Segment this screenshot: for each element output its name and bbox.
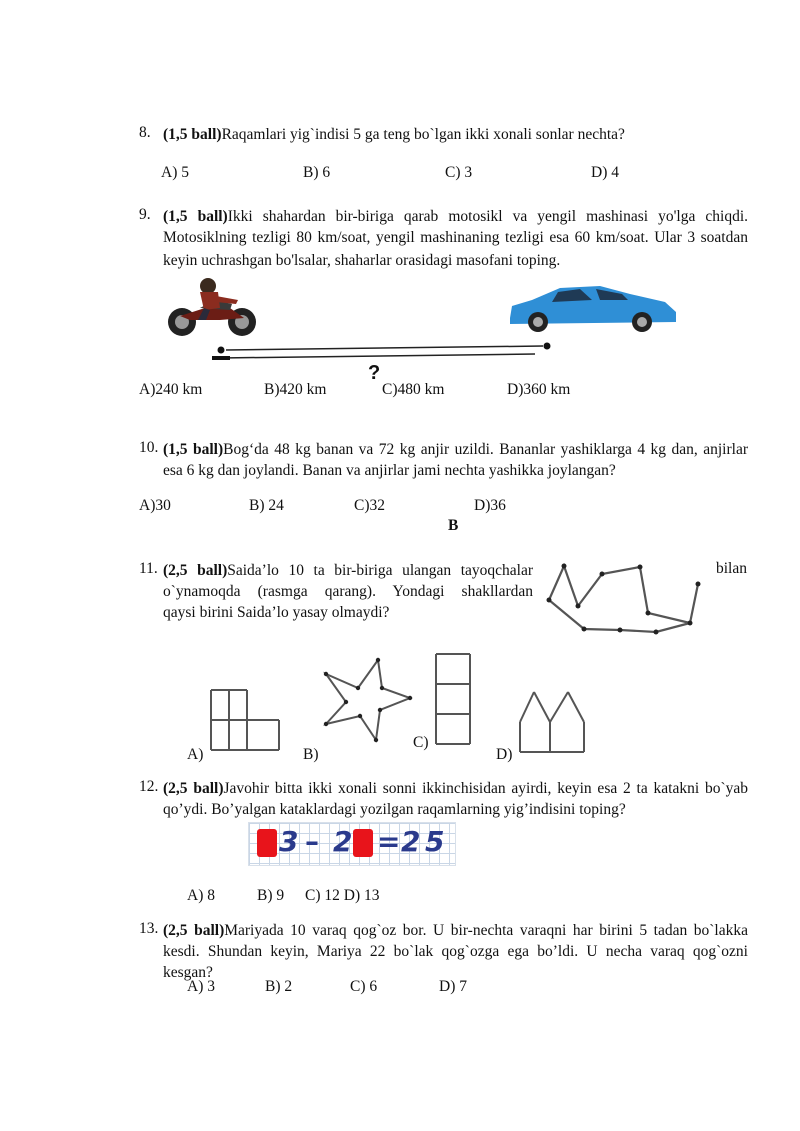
q8-question: Raqamlari yig`indisi 5 ga teng bo`lgan ikki xonali sonlar nechta?	[221, 126, 625, 143]
q8-option-a: A) 5	[161, 164, 189, 181]
q11-number: 11.	[139, 560, 158, 577]
q10-score: (1,5 ball)	[163, 441, 224, 458]
q12-highlight-1	[257, 829, 277, 857]
q12-option-a: A) 8	[187, 887, 215, 904]
q12-line1: Javohir bitta ikki xonali sonni ikkinchisidan ayirdi, keyin esa 2 ta katakni bo`yab	[223, 780, 748, 797]
q10-text	[163, 439, 748, 481]
q10-option-d: D)36	[474, 497, 506, 514]
q13-score: (2,5 ball)	[163, 922, 225, 939]
q12-minus: –	[305, 825, 319, 858]
q9-option-d: D)360 km	[507, 381, 571, 398]
q12-score: (2,5 ball)	[163, 780, 224, 797]
q13-text	[163, 920, 748, 983]
q11-line3: qaysi birini Saida’lo yasay olmaydi?	[163, 604, 390, 621]
q9-score: (1,5 ball)	[163, 208, 228, 225]
q10-option-c: C)32	[354, 497, 385, 514]
q12-option-cd: C) 12 D) 13	[305, 887, 380, 904]
q10-number: 10.	[139, 439, 159, 456]
q8-score: (1,5 ball)	[163, 126, 222, 143]
q10-mark: B	[448, 517, 459, 534]
q11-line2: o`ynamoqda (rasmga qarang). Yondagi shakllardan	[163, 583, 533, 600]
q10-line1: Bog‘da 48 kg banan va 72 kg anjir uzildi. Bananlar yashiklarga 4 kg dan, anjirlar	[223, 441, 748, 458]
q11-option-d: D)	[496, 746, 513, 763]
q13-number: 13.	[139, 920, 159, 937]
car-icon	[510, 286, 676, 332]
q9-road-illustration	[160, 278, 690, 388]
q13-option-b: B) 2	[265, 978, 293, 995]
q9-option-b: B)420 km	[264, 381, 327, 398]
q11-text	[163, 560, 533, 623]
q12-puzzle	[248, 822, 456, 866]
q12-digit-5: 5	[425, 825, 445, 858]
q12-equals: =	[377, 825, 401, 858]
q13-line3: kesgan?	[163, 964, 213, 981]
q13-line2: kesdi. Shundan keyin, Mariya 22 bo`lak qog`ozga ega bo’ldi. U necha varaq qog`ozni	[163, 943, 748, 960]
q8-option-b: B) 6	[303, 164, 331, 181]
q9-line1: Ikki shahardan bir-biriga qarab motosikl va yengil mashinasi yo'lga chiqdi.	[227, 208, 748, 225]
q12-number: 12.	[139, 778, 159, 795]
q12-option-b: B) 9	[257, 887, 285, 904]
q11-line1: Saida’lo 10 ta bir-biriga ulangan tayoqchalar	[227, 562, 533, 579]
q11-shape-a	[205, 686, 285, 756]
q12-text	[163, 778, 748, 820]
q11-option-a: A)	[187, 746, 204, 763]
q9-line2: Motosiklning tezligi 80 km/soat, yengil mashinaning tezligi esa 60 km/soat. Ular 3 soatdan	[163, 229, 748, 246]
q11-score: (2,5 ball)	[163, 562, 228, 579]
q11-shape-c	[430, 650, 476, 748]
q13-line1: Mariyada 10 varaq qog`oz bor. U bir-nechta varaqni har birini 5 tadan bo`lakka	[224, 922, 748, 939]
q11-shape-d	[514, 686, 590, 756]
q9-option-c: C)480 km	[382, 381, 445, 398]
q12-line2: qo’ydi. Bo’yalgan kataklardagi yozilgan raqamlarning yig’indisini toping?	[163, 801, 626, 818]
q12-highlight-2	[353, 829, 373, 857]
q10-option-a: A)30	[139, 497, 171, 514]
q13-option-d: D) 7	[439, 978, 467, 995]
q12-digit-2b: 2	[401, 825, 421, 858]
q8-text	[163, 124, 753, 145]
q13-option-c: C) 6	[350, 978, 378, 995]
q8-option-c: C) 3	[445, 164, 473, 181]
q11-option-b: B)	[303, 746, 319, 763]
q12-digit-3: 3	[279, 825, 299, 858]
q9-line3: keyin uchrashgan bo'lsalar, shaharlar orasidagi masofani toping.	[163, 252, 561, 269]
q9-number: 9.	[139, 206, 151, 223]
q13-option-a: A) 3	[187, 978, 215, 995]
q11-stick-chain	[540, 558, 710, 648]
q9-text	[163, 206, 748, 271]
q11-shape-b	[320, 654, 418, 744]
q11-option-c: C)	[413, 734, 429, 751]
q9-question-mark: ?	[368, 362, 381, 384]
q8-option-d: D) 4	[591, 164, 619, 181]
q11-line1-end: bilan	[716, 560, 747, 577]
q9-option-a: A)240 km	[139, 381, 203, 398]
motorcycle-icon	[168, 278, 256, 336]
q10-line2: esa 6 kg dan joylandi. Banan va anjirlar jami nechta yashikka joylangan?	[163, 462, 616, 479]
q8-number: 8.	[139, 124, 151, 141]
q10-option-b: B) 24	[249, 497, 284, 514]
q12-digit-2: 2	[333, 825, 353, 858]
